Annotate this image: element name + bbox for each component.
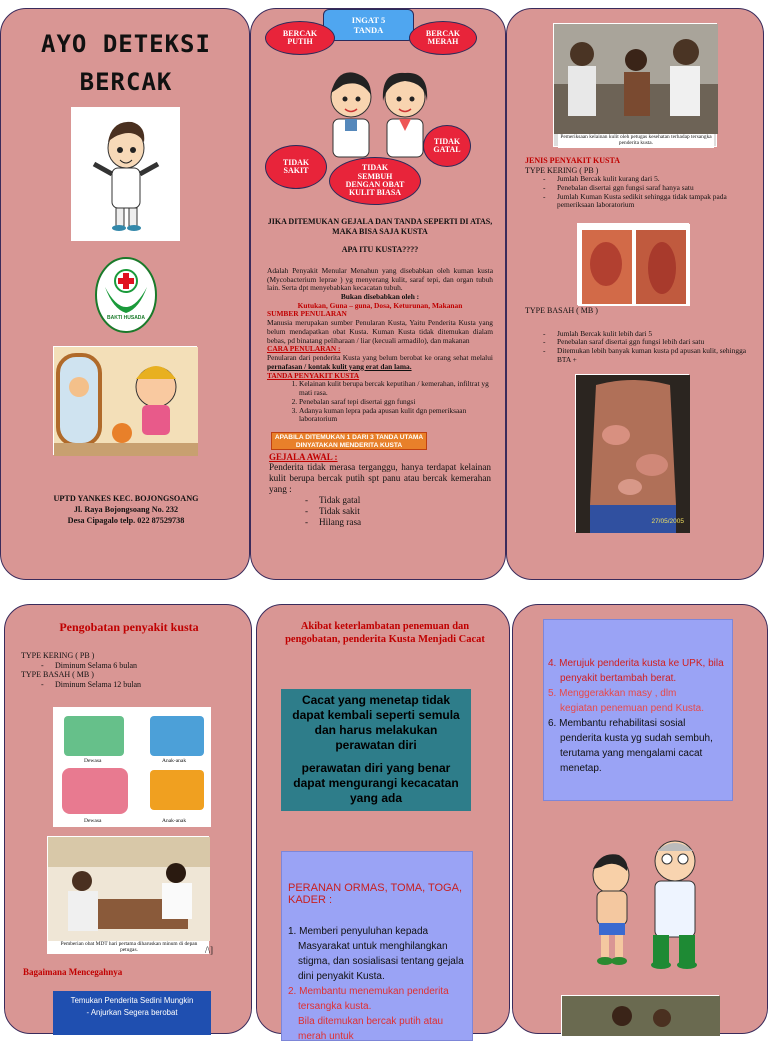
- peran-box: [281, 851, 473, 1041]
- pengobatan-title: Pengobatan penyakit kusta: [59, 620, 199, 634]
- list-item: - Jumlah Kuman Kusta sedikit sehingga tidak tampak pada pemeriksaan laboratorium: [539, 193, 757, 210]
- doctor-child-cartoon: [571, 827, 721, 973]
- cara-heading: CARA PENULARAN :: [267, 344, 341, 354]
- teal-box-perawatan: Cacat yang menetap tidak dapat kembali seperti semula dan harus melakukan perawatan diri perawatan diri yang benar dapat mengurangi kecacatan yang ada: [281, 689, 471, 811]
- panel-peran-lanjutan: [512, 604, 768, 1034]
- tanda-heading: TANDA PENYAKIT KUSTA: [267, 370, 360, 380]
- list-item: - Tidak sakit: [301, 506, 491, 517]
- bubble-bercak-putih: BERCAK PUTIH: [265, 21, 335, 55]
- intro-text: JIKA DITEMUKAN GEJALA DAN TANDA SEPERTI DI ATAS, MAKA BISA SAJA KUSTA: [267, 217, 493, 236]
- cegah-box: Temukan Penderita Sedini Mungkin - Anjurkan Segera berobat: [53, 991, 211, 1035]
- bottom-photo: [561, 995, 719, 1035]
- cara-text: Penularan dari penderita Kusta yang belum berobat ke orang sehat melalui pernafasan / kontak kulit yang erat dan lama.: [267, 353, 493, 371]
- photo-date-stamp: 27/05/2005: [651, 518, 684, 525]
- pack-label: Anak-anak: [162, 758, 187, 764]
- kering-list: [539, 175, 757, 210]
- cover-address: UPTD YANKES KEC. BOJONGSOANG Jl. Raya Bojongsoang No. 232 Desa Cipagalo telp. 022 87529738: [53, 494, 199, 525]
- gejala-list: [301, 495, 491, 528]
- definition-text: Adalah Penyakit Menular Menahun yang disebabkan oleh kuman kusta (Mycobacterium leprae ) yg menyerang kulit, saraf tepi, dan organ tubuh lain. Serta dpt menyebabkan kecacatan tubuh.: [267, 265, 493, 293]
- list-item: 1. Kelainan kulit berupa bercak keputihan / kemerahan, infiltrat yg mati rasa.: [299, 380, 493, 397]
- not-caused-heading: Bukan disebabkan oleh :: [340, 291, 420, 301]
- list-item: 3. Adanya kuman lepra pada apusan kulit dgn pemeriksaan laboratorium: [299, 407, 493, 424]
- sumber-text: Manusia merupakan sumber Penularan Kusta, Yaitu Penderita Kusta yang belum mendapatkan obat Kusta. Kuman Kusta tidak ditemukan dialam bebas, pd binatang peliharaan / liar (kecuali armadilo), dan makanan: [267, 318, 493, 345]
- bubble-tidak-gatal: TIDAK GATAL: [423, 125, 471, 167]
- sumber-heading: SUMBER PENULARAN: [267, 309, 347, 319]
- peran-title: PERANAN ORMAS, TOMA, TOGA, KADER :: [288, 882, 463, 906]
- list-item: - Tidak gatal: [301, 495, 491, 506]
- ingat-banner: INGAT 5 TANDA: [323, 9, 414, 41]
- list-item: - Diminum Selama 6 bulan: [37, 661, 241, 671]
- basah-list: [539, 330, 757, 365]
- gejala-heading: GEJALA AWAL :: [269, 452, 338, 462]
- gejala-section: [269, 452, 491, 528]
- peran-item-5a: 5. Menggerakkan masy , dlm: [548, 688, 677, 699]
- akibat-title: Akibat keterlambatan penemuan dan pengobatan, penderita Kusta Menjadi Cacat: [285, 621, 485, 646]
- type-kering-label: TYPE KERING ( PB ): [525, 165, 599, 175]
- panel-jenis-kusta: [506, 8, 764, 580]
- doctor-cartoon-image: [71, 107, 180, 241]
- peran-item-5b: kegiatan penemuan pend Kusta.: [560, 703, 704, 714]
- peran-item-6: 6. Membantu rehabilitasi sosial penderita kusta yg sudah sembuh, terutama yang mengalami cacat menetap.: [548, 718, 713, 774]
- list-item: - Jumlah Bercak kulit lebih dari 5: [539, 330, 757, 339]
- peran-lanjutan-box: [543, 619, 733, 801]
- mirror-kids-image: [53, 346, 197, 455]
- logo-caption: BAKTI HUSADA: [106, 315, 146, 321]
- list-item: - Ditemukan lebih banyak kuman kusta pd apusan kulit, sehingga BTA +: [539, 347, 757, 364]
- exam-photo-caption: Pemeriksaan kelainan kulit oleh petugas kesehatan terhadap tersangka penderita kusta.: [558, 134, 714, 148]
- cegah-heading: Bagaimana Mencegahnya: [23, 967, 123, 977]
- not-caused-list: Kutukan, Guna – guna, Dosa, Keturunan, Makanan: [297, 300, 463, 310]
- list-item: - Jumlah Bercak kulit kurang dari 5.: [539, 175, 757, 184]
- question-heading: APA ITU KUSTA????: [341, 245, 419, 255]
- pack-label: Anak-anak: [162, 818, 187, 824]
- doctor-patient-photo: [47, 836, 209, 954]
- bakti-husada-logo: [95, 257, 157, 333]
- list-item: - Diminum Selama 12 bulan: [37, 680, 241, 690]
- kusta-text-column: [267, 217, 493, 424]
- skin-patch-photo: [577, 223, 689, 305]
- gejala-text: Penderita tidak merasa terganggu, hanya terdapat kelainan kulit berupa bercak putih spt panu atau bercak kemerahan yang :: [269, 462, 491, 495]
- pack-label: Dewasa: [84, 818, 102, 824]
- mdt-packs-image: [53, 707, 211, 827]
- panel-cover: [0, 8, 250, 580]
- patient-back-photo: [575, 374, 689, 532]
- list-item: - Penebalan disertai ggn fungsi saraf hanya satu: [539, 184, 757, 193]
- list-item: 2. Penebalan saraf tepi disertai ggn fungsi: [299, 398, 493, 407]
- jenis-section: [525, 156, 757, 210]
- bubble-tidak-sembuh: TIDAK SEMBUH DENGAN OBAT KULIT BIASA: [329, 157, 421, 205]
- photo-caption: Pemberian obat MDT hari pertama diharuskan minum di depan petugas.: [60, 941, 198, 954]
- panel-akibat: [256, 604, 510, 1042]
- exam-photo: [553, 23, 717, 147]
- panel-pengobatan: [4, 604, 252, 1034]
- cover-title: AYO DETEKSI BERCAK: [41, 30, 211, 96]
- peran-item-2b: Bila ditemukan bercak putih atau merah untuk: [298, 1016, 444, 1042]
- basah-section: [525, 306, 757, 365]
- stray-mark: /\]: [205, 945, 213, 955]
- pengobatan-types: TYPE KERING ( PB ) - Diminum Selama 6 bulan TYPE BASAH ( MB ) - Diminum Selama 12 bulan: [21, 651, 241, 689]
- type-basah-label: TYPE BASAH ( MB ): [525, 306, 598, 315]
- bubble-tidak-sakit: TIDAK SAKIT: [265, 145, 327, 189]
- peran-item-1: 1. Memberi penyuluhan kepada Masyarakat untuk menghilangkan stigma, dan sosialisasi tentang gejala dini penyakit Kusta.: [288, 926, 464, 982]
- tanda-list: [267, 380, 493, 424]
- panel-what-is-kusta: [250, 8, 506, 580]
- jenis-heading: JENIS PENYAKIT KUSTA: [525, 156, 620, 165]
- list-item: - Hilang rasa: [301, 517, 491, 528]
- pack-label: Dewasa: [84, 758, 102, 764]
- bubble-bercak-merah: BERCAK MERAH: [409, 21, 477, 55]
- peran-item-2: 2. Membantu menemukan penderita tersangka kusta.: [288, 986, 449, 1012]
- peran-item-4: 4. Merujuk penderita kusta ke UPK, bila penyakit bertambah berat.: [548, 658, 724, 684]
- notice-banner: APABILA DITEMUKAN 1 DARI 3 TANDA UTAMA DINYATAKAN MENDERITA KUSTA: [271, 432, 427, 450]
- list-item: - Penebalan saraf disertai ggn fungsi lebih dari satu: [539, 338, 757, 347]
- doctors-cartoon-image: [313, 57, 445, 157]
